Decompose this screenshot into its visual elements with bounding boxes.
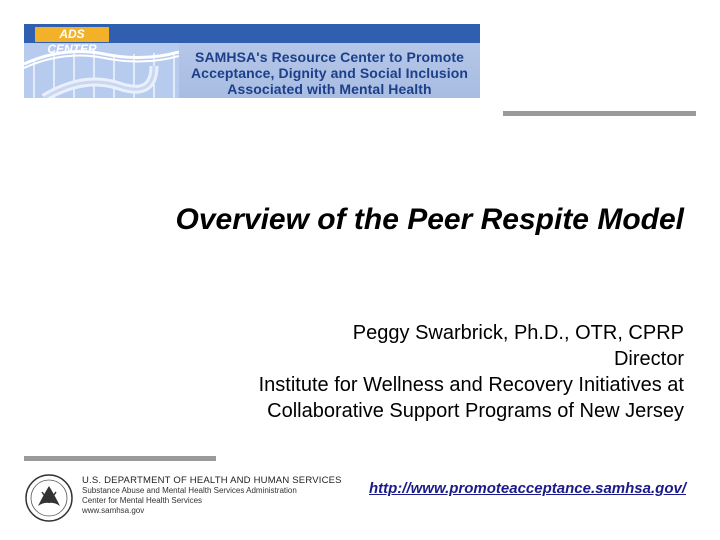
presenter-org-line-2: Collaborative Support Programs of New Jersey	[267, 400, 684, 422]
hhs-center: Center for Mental Health Services	[82, 496, 203, 505]
bottom-divider-rule	[24, 456, 216, 461]
ads-center-banner	[24, 24, 480, 98]
banner-line-1: SAMHSA's Resource Center to Promote	[195, 49, 464, 65]
presenter-name: Peggy Swarbrick, Ph.D., OTR, CPRP	[352, 322, 684, 344]
banner-text-panel	[179, 24, 480, 98]
top-divider-rule	[503, 111, 696, 116]
hhs-department: U.S. DEPARTMENT OF HEALTH AND HUMAN SERVICES	[82, 475, 342, 486]
banner-title	[179, 49, 480, 97]
hhs-agency: Substance Abuse and Mental Health Services Administration	[82, 486, 297, 495]
ads-center-label: ADS CENTER	[35, 27, 109, 42]
hhs-website: www.samhsa.gov	[82, 506, 145, 515]
promote-acceptance-link[interactable]: http://www.promoteacceptance.samhsa.gov/	[368, 480, 686, 497]
banner-line-3: Associated with Mental Health	[227, 81, 432, 97]
presenter-block	[84, 320, 684, 424]
presenter-org-line-1: Institute for Wellness and Recovery Initiatives at	[258, 374, 684, 396]
slide-title: Overview of the Peer Respite Model	[175, 203, 684, 236]
banner-header-bar	[179, 24, 480, 43]
hhs-eagle-seal-icon	[24, 472, 74, 524]
presenter-role: Director	[613, 348, 684, 370]
banner-line-2: Acceptance, Dignity and Social Inclusion	[190, 65, 469, 81]
hhs-text-block	[82, 476, 342, 516]
hhs-samhsa-logo	[24, 470, 342, 528]
